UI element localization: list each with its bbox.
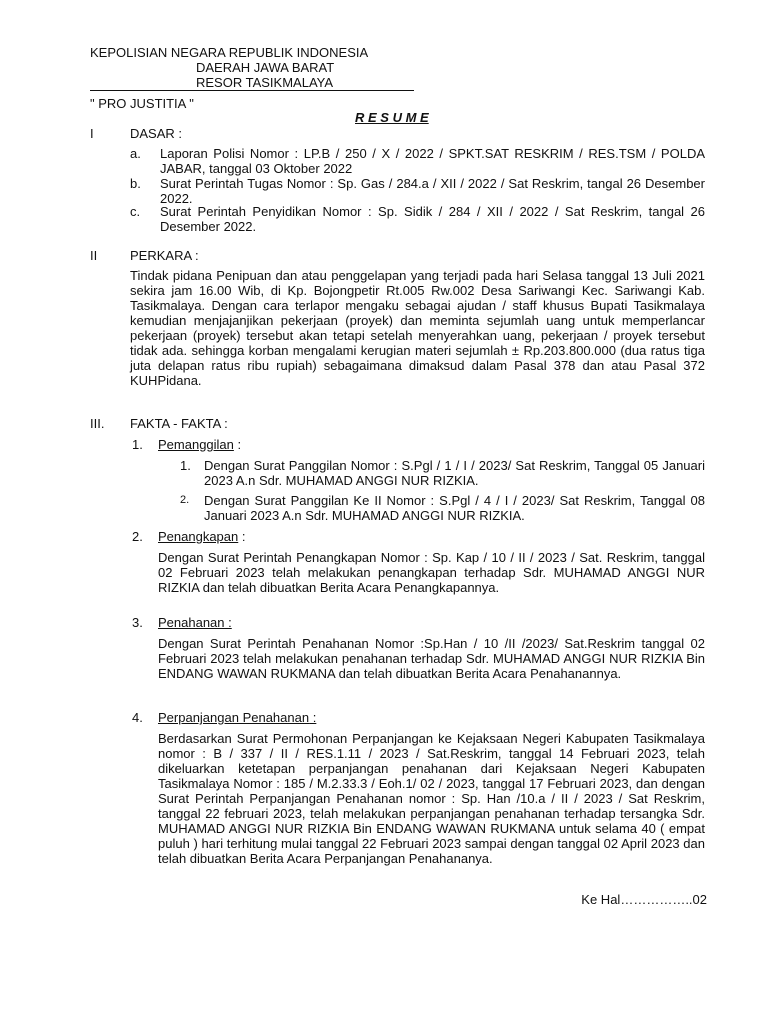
section-num-fakta: III. [90,416,105,431]
header-divider [90,90,414,91]
pro-justitia: " PRO JUSTITIA " [90,96,194,111]
header-line-2: DAERAH JAWA BARAT [196,60,335,75]
header-line-3: RESOR TASIKMALAYA [196,75,334,90]
section-heading-fakta: FAKTA - FAKTA : [130,416,228,431]
subsection-num: 3. [132,615,143,630]
subsection-num: 2. [132,529,143,544]
section-heading-dasar: DASAR : [130,126,183,141]
section-heading-perkara: PERKARA : [130,248,199,263]
perkara-paragraph: Tindak pidana Penipuan dan atau penggelapan yang terjadi pada hari Selasa tanggal 13 Juli 2021 sekira jam 16.00 Wib, di Kp. Bojongpetir Rt.005 Rw.002 Desa Sariwangi Kec. Sariwangi Kab. Tasikmalaya. Dengan cara terlapor mengaku sebagai ajudan / staff khusus Bupati Tasikmalaya kemudian menjajanjikan pekerjaan (proyek) dan meminta sejumlah uang untuk memperlancar pekerjaan (proyek) tersebut akan tetapi setelah menyerahkan uang, pekerjaan / proyek tersebut tidak ada. sehingga korban mengalami kerugian materi sejumlah ± Rp.203.800.000 (dua ratus tiga juta delapan ratus ribu rupiah) sebagaimana dimaksud dalam Pasal 378 dan atau Pasal 372 KUHPidana. [130,268,705,388]
subsection-label: Penangkapan [158,529,239,544]
dasar-item-text: Surat Perintah Penyidikan Nomor : Sp. Sidik / 284 / XII / 2022 / Sat Reskrim, tangal 26 Desember 2022. [160,204,705,234]
penangkapan-paragraph: Dengan Surat Perintah Penangkapan Nomor : Sp. Kap / 10 / II / 2023 / Sat. Reskrim, tanggal 02 Februari 2023 telah melakukan penangkapan terhadap Sdr. MUHAMAD ANGGI NUR RIZKIA dan telah dibuatkan Berita Acara Penangkapannya. [158,550,705,595]
dasar-item-letter: c. [130,204,141,219]
dasar-item-letter: a. [130,146,141,161]
next-page-marker: Ke Hal……………..02 [581,892,707,907]
dasar-item-text: Surat Perintah Tugas Nomor : Sp. Gas / 284.a / XII / 2022 / Sat Reskrim, tangal 26 Desember 2022. [160,176,705,206]
penahanan-paragraph: Dengan Surat Perintah Penahanan Nomor :Sp.Han / 10 /II /2023/ Sat.Reskrim tanggal 02 Februari 2023 telah melakukan penahanan terhadap Sdr. MUHAMAD ANGGI NUR RIZKIA Bin ENDANG WAWAN RUKMANA dan telah dibuatkan Berita Acara Penahanannya. [158,636,705,681]
subsection-colon: : [224,615,232,630]
pemanggilan-item-text: Dengan Surat Panggilan Ke II Nomor : S.Pgl / 4 / I / 2023/ Sat Reskrim, Tanggal 08 Januari 2023 A.n Sdr. MUHAMAD ANGGI NUR RIZKIA. [204,493,705,523]
section-num-perkara: II [90,248,98,263]
subsection-label: Perpanjangan Penahanan [158,710,310,725]
subsection-label: Pemanggilan [158,437,234,452]
subsection-num: 1. [132,437,143,452]
subsection-heading-penahanan [158,615,232,630]
subsection-label: Penahanan [158,615,225,630]
pemanggilan-item-num: 1. [180,458,191,473]
subsection-heading-pemanggilan [158,437,241,452]
section-num-dasar: I [90,126,94,141]
dasar-item-letter: b. [130,176,141,191]
document-title: R E S U M E [355,110,429,125]
subsection-colon: : [233,437,242,452]
subsection-num: 4. [132,710,143,725]
perpanjangan-paragraph: Berdasarkan Surat Permohonan Perpanjangan ke Kejaksaan Negeri Kabupaten Tasikmalaya nomor : B / 337 / II / RES.1.11 / 2023 / Sat.Reskrim, tanggal 14 Februari 2023, telah dikeluarkan ketetapan perpanjangan penahanan dari Kejaksaan Negeri Kabupaten Tasikmalaya Nomor : 185 / M.2.33.3 / Eoh.1/ 02 / 2023, tanggal 17 Februari 2023, dan dengan Surat Perintah Perpanjangan Penahanan nomor : Sp. Han /10.a / II / 2023 / Sat Reskrim, tanggal 22 februari 2023, telah melakukan perpanjangan penahanan terhadap tersangka Sdr. MUHAMAD ANGGI NUR RIZKIA Bin ENDANG WAWAN RUKMANA untuk selama 40 ( empat puluh ) hari terhitung mulai tanggal 22 Februari 2023 sampai dengan tanggal 02 April 2023 dan telah dibuatkan Berita Acara Perpanjangan Penahananya. [158,731,705,866]
subsection-heading-perpanjangan [158,710,316,725]
subsection-colon: : [238,529,246,544]
pemanggilan-item-text: Dengan Surat Panggilan Nomor : S.Pgl / 1 / I / 2023/ Sat Reskrim, Tanggal 05 Januari 2023 A.n Sdr. MUHAMAD ANGGI NUR RIZKIA. [204,458,705,488]
dasar-item-text: Laporan Polisi Nomor : LP.B / 250 / X / 2022 / SPKT.SAT RESKRIM / RES.TSM / POLDA JABAR, tanggal 03 Oktober 2022 [160,146,705,176]
pemanggilan-item-num: 2. [180,494,190,506]
header-line-1: KEPOLISIAN NEGARA REPUBLIK INDONESIA [90,45,369,60]
subsection-heading-penangkapan [158,529,245,544]
subsection-colon: : [309,710,317,725]
